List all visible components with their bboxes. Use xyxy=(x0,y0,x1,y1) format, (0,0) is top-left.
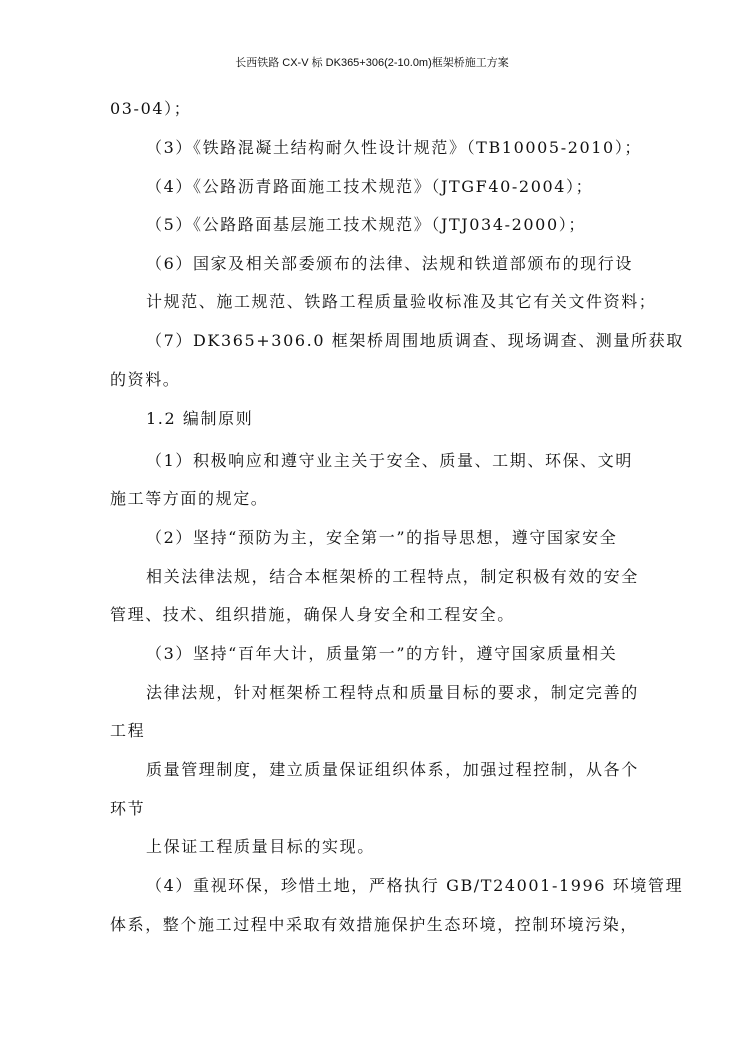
section-heading: 1.2 编制原则 xyxy=(146,409,254,428)
text-line: 上保证工程质量目标的实现。 xyxy=(146,837,375,856)
text-line: （5）《公路路面基层施工技术规范》（JTJ034-2000）； xyxy=(146,215,586,234)
page-header: 长西铁路 CX-V 标 DK365+306(2-10.0m)框架桥施工方案 xyxy=(235,57,509,69)
text-line: 计规范、施工规范、铁路工程质量验收标准及其它有关文件资料； xyxy=(146,292,657,311)
text-line: 体系，整个施工过程中采取有效措施保护生态环境，控制环境污染， xyxy=(110,915,639,934)
text-line: 法律法规，针对框架桥工程特点和质量目标的要求，制定完善的 xyxy=(146,683,639,702)
text-line: （4）《公路沥青路面施工技术规范》（JTGF40-2004）； xyxy=(146,177,594,196)
text-line: 质量管理制度，建立质量保证组织体系，加强过程控制，从各个 xyxy=(146,760,639,779)
text-line: 环节 xyxy=(110,799,146,818)
text-line: 施工等方面的规定。 xyxy=(110,489,269,508)
text-line: （6）国家及相关部委颁布的法律、法规和铁道部颁布的现行设 xyxy=(146,254,633,273)
text-line: 03-04）； xyxy=(110,99,192,118)
text-line: 管理、技术、组织措施，确保人身安全和工程安全。 xyxy=(110,605,515,624)
text-line: （4）重视环保，珍惜土地，严格执行 GB/T24001-1996 环境管理 xyxy=(146,876,684,895)
text-line: （3）坚持“百年大计，质量第一”的方针，遵守国家质量相关 xyxy=(146,644,618,663)
text-line: 相关法律法规，结合本框架桥的工程特点，制定积极有效的安全 xyxy=(146,567,639,586)
text-line: （3）《铁路混凝土结构耐久性设计规范》（TB10005-2010）； xyxy=(146,138,643,157)
text-line: （2）坚持“预防为主，安全第一”的指导思想，遵守国家安全 xyxy=(146,528,618,547)
text-line: （1）积极响应和遵守业主关于安全、质量、工期、环保、文明 xyxy=(146,451,633,470)
text-line: 工程 xyxy=(110,721,146,740)
text-line: 的资料。 xyxy=(110,370,181,389)
text-line: （7）DK365+306.0 框架桥周围地质调查、现场调查、测量所获取 xyxy=(146,331,684,350)
